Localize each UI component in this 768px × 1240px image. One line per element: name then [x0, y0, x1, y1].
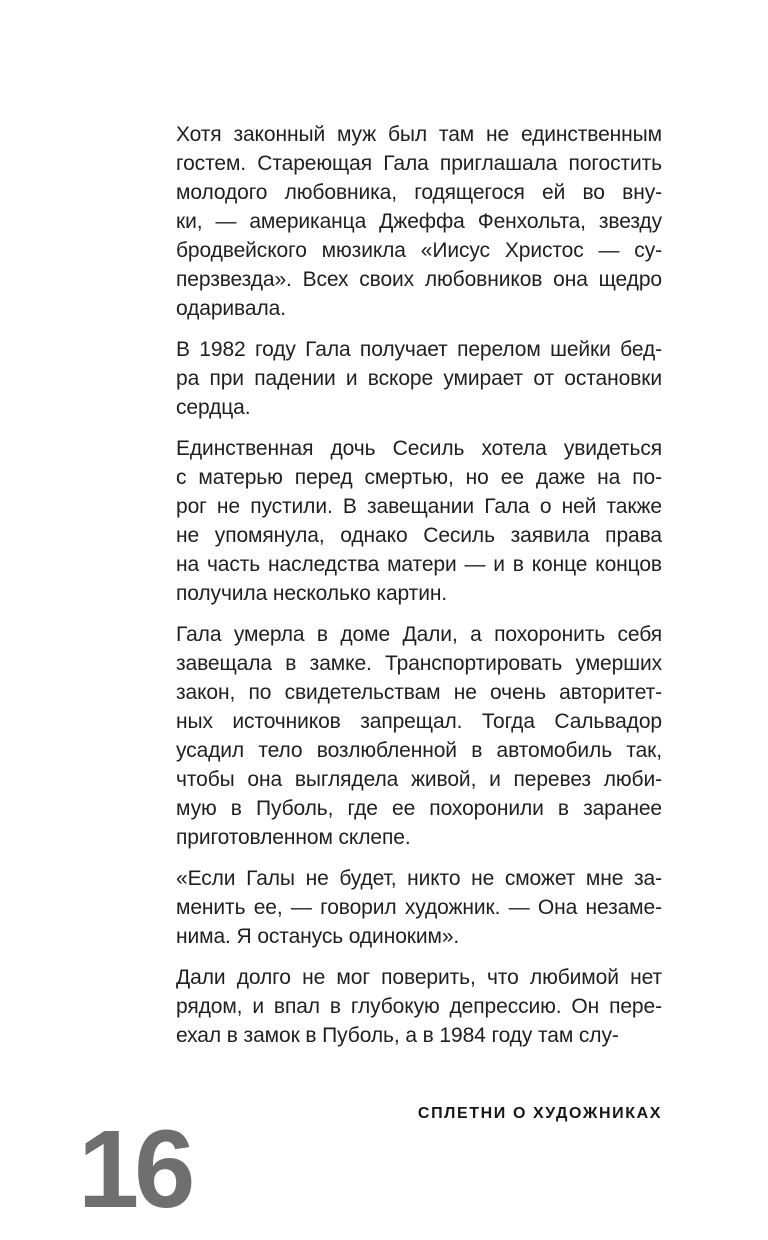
page-number: 16	[78, 1108, 191, 1231]
text-line: перзвезда». Всех своих любовников она щедро	[176, 268, 662, 291]
text-line: чтобы она выглядела живой, и перевез люби-	[176, 768, 662, 791]
text-line: получила несколько картин.	[176, 582, 448, 605]
text-line: нима. Я останусь одиноким».	[176, 925, 460, 948]
text-line: мую в Пуболь, где ее похоронили в заранее	[176, 797, 662, 820]
text-line: «Если Галы не будет, никто не сможет мне за-	[176, 867, 662, 890]
text-line: на часть наследства матери — и в конце концов	[176, 553, 662, 576]
text-line: бродвейского мюзикла «Иисус Христос — су-	[176, 239, 662, 262]
paragraph	[176, 620, 662, 852]
text-line: ра при падении и вскоре умирает от остановки	[176, 367, 662, 390]
text-line: гостем. Стареющая Гала приглашала погостить	[176, 152, 662, 175]
text-line: ки, — американца Джеффа Фенхольта, звезду	[176, 210, 662, 233]
text-line: менить ее, — говорил художник. — Она незаме-	[176, 896, 662, 919]
text-line: закон, по свидетельствам не очень авторитет-	[176, 681, 662, 704]
text-line: Единственная дочь Сесиль хотела увидеться	[176, 437, 662, 460]
text-line: ехал в замок в Пуболь, а в 1984 году там слу-	[176, 1024, 619, 1047]
paragraph	[176, 963, 662, 1050]
paragraph	[176, 864, 662, 951]
text-line: В 1982 году Гала получает перелом шейки бед-	[176, 338, 662, 361]
text-line: Дали долго не мог поверить, что любимой нет	[176, 966, 662, 989]
paragraph	[176, 335, 662, 422]
text-line: усадил тело возлюбленной в автомобиль так,	[176, 739, 662, 762]
text-line: одаривала.	[176, 297, 286, 320]
text-line: рядом, и впал в глубокую депрессию. Он пере-	[176, 995, 662, 1018]
text-line: ных источников запрещал. Тогда Сальвадор	[176, 710, 662, 733]
text-line: завещала в замке. Транспортировать умерших	[176, 652, 662, 675]
text-column	[176, 120, 662, 1062]
text-line: Хотя законный муж был там не единственным	[176, 123, 662, 146]
text-line: молодого любовника, годящегося ей во вну-	[176, 181, 662, 204]
running-title: СПЛЕТНИ О ХУДОЖНИКАХ	[417, 1105, 662, 1122]
text-line: приготовленном склепе.	[176, 826, 411, 849]
text-line: не упомянула, однако Сесиль заявила права	[176, 524, 662, 547]
text-line: рог не пустили. В завещании Гала о ней также	[176, 495, 662, 518]
paragraph	[176, 120, 662, 323]
text-line: сердца.	[176, 396, 251, 419]
text-line: Гала умерла в доме Дали, а похоронить себя	[176, 623, 662, 646]
text-line: с матерью перед смертью, но ее даже на по-	[176, 466, 662, 489]
paragraph	[176, 434, 662, 608]
